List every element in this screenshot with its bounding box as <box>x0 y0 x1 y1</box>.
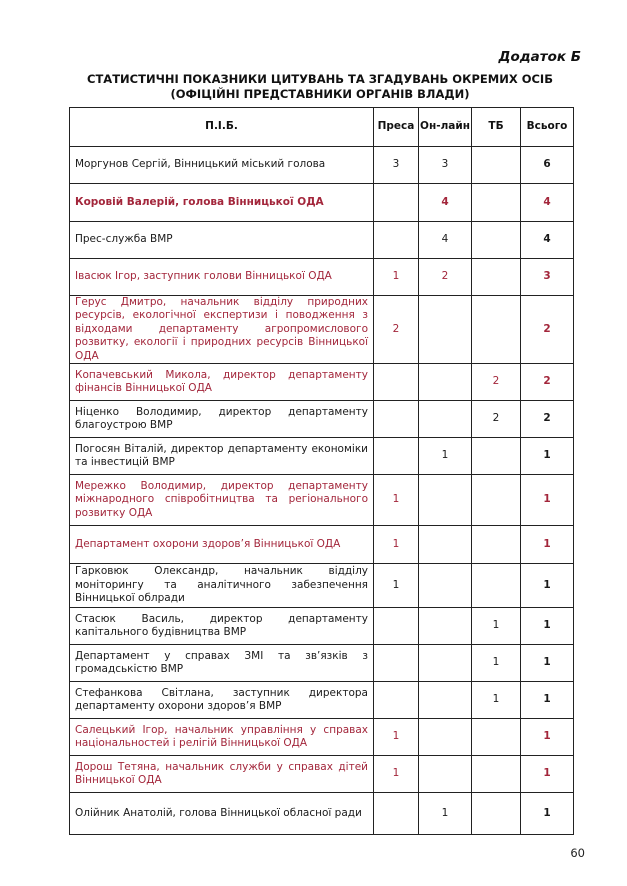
header-name: П.І.Б. <box>70 108 374 147</box>
name-cell: Департамент у справах ЗМІ та зв’язків з громадськістю ВМР <box>70 645 374 682</box>
table-row <box>70 147 574 184</box>
table-row <box>70 526 574 564</box>
press-cell <box>374 222 419 259</box>
total-cell: 1 <box>521 793 574 835</box>
tv-cell <box>472 438 521 475</box>
tv-cell <box>472 475 521 526</box>
table-row <box>70 719 574 756</box>
press-cell: 1 <box>374 719 419 756</box>
citations-table <box>69 107 574 835</box>
online-cell: 2 <box>419 259 472 296</box>
total-cell: 1 <box>521 756 574 793</box>
table-row <box>70 564 574 608</box>
press-cell <box>374 184 419 222</box>
press-cell <box>374 608 419 645</box>
total-cell: 1 <box>521 645 574 682</box>
tv-cell <box>472 222 521 259</box>
press-cell <box>374 401 419 438</box>
name-cell: Ніценко Володимир, директор департаменту благоустрою ВМР <box>70 401 374 438</box>
name-cell: Стасюк Василь, директор департаменту капітального будівництва ВМР <box>70 608 374 645</box>
name-cell: Дорош Тетяна, начальник служби у справах дітей Вінницької ОДА <box>70 756 374 793</box>
online-cell <box>419 608 472 645</box>
total-cell: 4 <box>521 222 574 259</box>
table-row <box>70 222 574 259</box>
header-tv: ТБ <box>472 108 521 147</box>
total-cell: 1 <box>521 719 574 756</box>
name-cell: Моргунов Сергій, Вінницький міський голова <box>70 147 374 184</box>
total-cell: 1 <box>521 682 574 719</box>
online-cell <box>419 401 472 438</box>
header-total: Всього <box>521 108 574 147</box>
total-cell: 6 <box>521 147 574 184</box>
tv-cell <box>472 719 521 756</box>
name-cell: Стефанкова Світлана, заступник директора департаменту охорони здоров’я ВМР <box>70 682 374 719</box>
appendix-label: Додаток Б <box>498 49 581 65</box>
press-cell <box>374 438 419 475</box>
table-row <box>70 184 574 222</box>
name-cell: Мережко Володимир, директор департаменту міжнародного співробітництва та регіонального розвитку ОДА <box>70 475 374 526</box>
tv-cell <box>472 526 521 564</box>
online-cell <box>419 564 472 608</box>
press-cell: 1 <box>374 756 419 793</box>
table-header-row <box>70 108 574 147</box>
page-number: 60 <box>570 846 585 860</box>
table-body <box>70 147 574 835</box>
name-cell: Прес-служба ВМР <box>70 222 374 259</box>
tv-cell: 2 <box>472 364 521 401</box>
tv-cell <box>472 564 521 608</box>
name-cell: Департамент охорони здоров’я Вінницької ОДА <box>70 526 374 564</box>
table-row <box>70 438 574 475</box>
table-row <box>70 645 574 682</box>
table-row <box>70 259 574 296</box>
total-cell: 1 <box>521 475 574 526</box>
online-cell: 3 <box>419 147 472 184</box>
online-cell <box>419 645 472 682</box>
press-cell: 1 <box>374 526 419 564</box>
table-row <box>70 364 574 401</box>
name-cell: Герус Дмитро, начальник відділу природних ресурсів, екологічної експертизи і поводження з відходами департаменту агропромислового розвитку, екології і природних ресурсів Вінницької ОДА <box>70 296 374 364</box>
press-cell <box>374 682 419 719</box>
table-row <box>70 608 574 645</box>
total-cell: 4 <box>521 184 574 222</box>
online-cell: 1 <box>419 438 472 475</box>
total-cell: 3 <box>521 259 574 296</box>
online-cell <box>419 526 472 564</box>
name-cell: Коровій Валерій, голова Вінницької ОДА <box>70 184 374 222</box>
press-cell: 1 <box>374 475 419 526</box>
online-cell: 4 <box>419 222 472 259</box>
tv-cell <box>472 296 521 364</box>
name-cell: Івасюк Ігор, заступник голови Вінницької ОДА <box>70 259 374 296</box>
header-press: Преса <box>374 108 419 147</box>
page-title: СТАТИСТИЧНІ ПОКАЗНИКИ ЦИТУВАНЬ ТА ЗГАДУВАНЬ ОКРЕМИХ ОСІБ (ОФІЦІЙНІ ПРЕДСТАВНИКИ ОРГАНІВ ВЛАДИ) <box>87 72 553 101</box>
name-cell: Салецький Ігор, начальник управління у справах національностей і релігій Вінницької ОДА <box>70 719 374 756</box>
tv-cell <box>472 184 521 222</box>
tv-cell <box>472 793 521 835</box>
total-cell: 1 <box>521 608 574 645</box>
online-cell <box>419 682 472 719</box>
press-cell <box>374 645 419 682</box>
total-cell: 2 <box>521 364 574 401</box>
online-cell <box>419 475 472 526</box>
table-row <box>70 401 574 438</box>
table-row <box>70 756 574 793</box>
tv-cell: 2 <box>472 401 521 438</box>
table-row <box>70 793 574 835</box>
name-cell: Погосян Віталій, директор департаменту економіки та інвестицій ВМР <box>70 438 374 475</box>
tv-cell <box>472 147 521 184</box>
press-cell: 2 <box>374 296 419 364</box>
total-cell: 2 <box>521 401 574 438</box>
online-cell: 4 <box>419 184 472 222</box>
online-cell <box>419 756 472 793</box>
total-cell: 2 <box>521 296 574 364</box>
total-cell: 1 <box>521 526 574 564</box>
tv-cell <box>472 259 521 296</box>
tv-cell <box>472 756 521 793</box>
table-row <box>70 682 574 719</box>
online-cell <box>419 719 472 756</box>
name-cell: Олійник Анатолій, голова Вінницької обласної ради <box>70 793 374 835</box>
tv-cell: 1 <box>472 682 521 719</box>
tv-cell: 1 <box>472 608 521 645</box>
total-cell: 1 <box>521 564 574 608</box>
press-cell <box>374 364 419 401</box>
online-cell: 1 <box>419 793 472 835</box>
name-cell: Копачевський Микола, директор департаменту фінансів Вінницької ОДА <box>70 364 374 401</box>
total-cell: 1 <box>521 438 574 475</box>
press-cell: 1 <box>374 259 419 296</box>
press-cell: 1 <box>374 564 419 608</box>
header-online: Он-лайн <box>419 108 472 147</box>
tv-cell: 1 <box>472 645 521 682</box>
name-cell: Гарковюк Олександр, начальник відділу моніторингу та аналітичного забезпечення Вінницької облради <box>70 564 374 608</box>
table-row <box>70 296 574 364</box>
table-row <box>70 475 574 526</box>
press-cell: 3 <box>374 147 419 184</box>
online-cell <box>419 364 472 401</box>
press-cell <box>374 793 419 835</box>
online-cell <box>419 296 472 364</box>
